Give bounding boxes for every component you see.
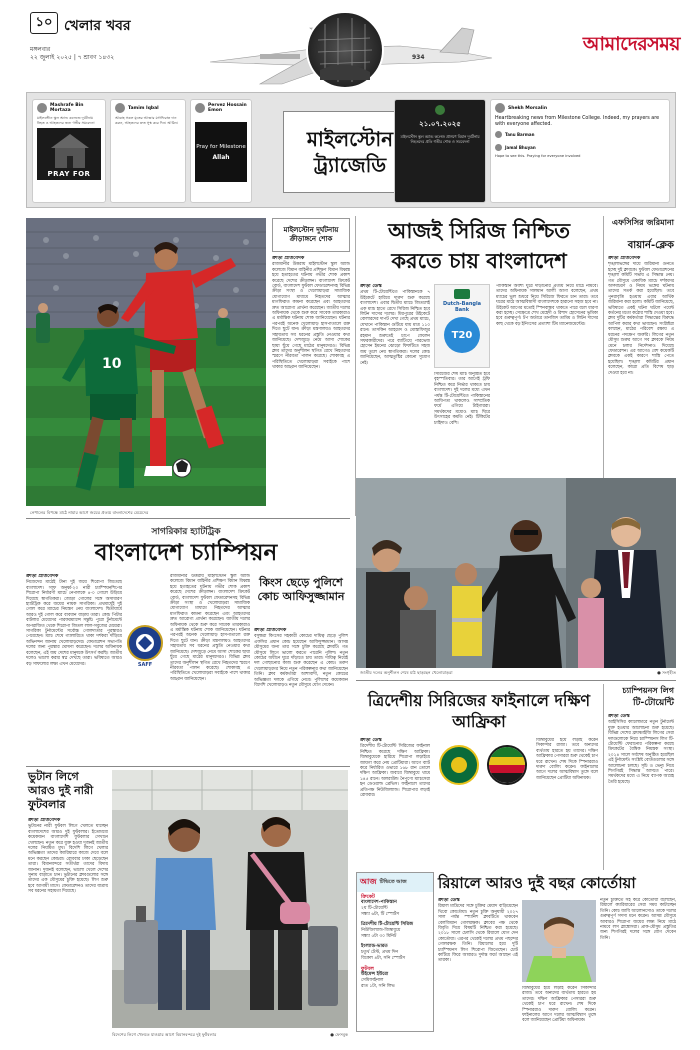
bhutan-byline: ক্রীড়া প্রতিবেদক xyxy=(28,818,61,823)
tv-item-time: বিকেল ৪টা, সনি স্পোর্টস xyxy=(361,956,406,961)
real-body-cont: জিম্বাবুয়ের হয়ে লড়াই করেন সিকান্দার রাজা। তবে অন্যদের ব্যর্থতায় হারতে হয় তাদের। দক্ষিণ আফ্রিকার পেসাররা শুরু থেকেই চাপ ধরে রাখেন। শেষ দিকে স্পিনাররাও দারুণ বোলিং করেন। ফাইনালের আগে দলের আত্মবিশ্বাস তুঙ্গে বলে জানিয়েছেন প্রোটিয়া অধিনায়ক। xyxy=(522,986,596,1024)
mourning-kicker: মাইলস্টোন দুর্ঘটনায় ক্রীড়াঙ্গনে শোক xyxy=(283,226,339,243)
final-body-1: ত্রিদেশীয় টি-টোয়েন্টি সিরিজের ফাইনাল নিশ্চিত করেছে দক্ষিণ আফ্রিকা। জিম্বাবুয়েকে হারিয়ে শিরোপা লড়াইয়ে জায়গা করে নেয় প্রোটিয়ারা। আগে ব্যাট করে নির্ধারিত ওভারে ১৬৮ রান তোলে দক্ষিণ আফ্রিকা। জবাবে জিম্বাবুয়ে থামে ১৪৫ রানে। অলরাউন্ড নৈপুণ্যে ম্যাচসেরা হন ডেওয়াল্ড ব্রেভিস। ফাইনালে তাদের প্রতিপক্ষ নিউজিল্যান্ড। শিরোপার লড়াই রোববার। xyxy=(360,744,430,799)
pray-tag: PRAY FOR xyxy=(47,170,91,179)
real-body-1: রিয়াল মাদ্রিদের সঙ্গে চুক্তির মেয়াদ বাড়িয়েছেন থিবো কোর্তোয়া। নতুন চুক্তি অনুযায়ী ২০২৭ সাল পর্যন্ত স্প্যানিশ ক্লাবটিতে থাকবেন বেলজিয়ান গোলরক্ষক। ক্লাবের পক্ষ থেকে বিবৃতি দিয়ে বিষয়টি নিশ্চিত করা হয়েছে। ২০১৮ সালে চেলসি থেকে রিয়ালে যোগ দেন কোর্তোয়া। এরপর থেকেই দলের প্রথম পছন্দের গোলরক্ষক তিনি। রিয়ালের হয়ে দুটি চ্যাম্পিয়নস লিগ শিরোপা জিতেছেন। চোট কাটিয়ে ফিরে আবারও দুর্দান্ত ফর্মে আছেন এই তারকা। xyxy=(438,904,518,964)
avatar xyxy=(495,144,502,151)
column-divider xyxy=(603,216,604,478)
bank-logo-icon xyxy=(454,289,470,299)
airport-photo-credit: ● ফেসবুক xyxy=(330,1032,348,1037)
zimbabwe-logo-icon xyxy=(487,745,527,785)
bhutan-body: ভুটানের নারী ফুটবল লিগে খেলতে যাচ্ছেন বাংলাদেশের আরও দুই ফুটবলার। ইতোমধ্যে কয়েকজন বাংলাদেশি ফুটবলার সেখানে খেলছেন। নতুন করে যুক্ত হওয়া দুজনই জাতীয় দলের নিয়মিত মুখ। বিদেশি লিগে খেলার অভিজ্ঞতা তাদের ক্যারিয়ারে কাজে দেবে বলে মনে করছেন কোচরা। রোববার ঢাকা ছেড়েছেন তারা। বিমানবন্দরে সতীর্থরা তাদের বিদায় জানান। দুজনই বলেছেন, ভালো খেলে দেশের সুনাম বাড়াতে চান। ভুটানের ক্লাবগুলোর সঙ্গে তাদের এক মৌসুমের চুক্তি হয়েছে। লিগ শুরু হবে আগামী মাসে। ফেডারেশনও তাদের যাত্রায় সব ধরনের সহায়তা দিয়েছে। xyxy=(28,824,108,895)
lead-body-2: পাকিস্তান অবশ্য ঘুরে দাঁড়ানোর প্রত্যয় নিয়ে মাঠে নামবে। তাদের অধিনায়ক সালমান আলী আগা বলেছেন, প্রথম ম্যাচের ভুল শুধরে নিয়ে সিরিজে ফিরতে চান তারা। তবে ঘরের মাঠে আত্মবিশ্বাসী বাংলাদেশকে হারানো সহজ হবে না। উইকেট আগের মতোই স্পিনবান্ধব থাকতে পারে বলে ধারণা করা হচ্ছে। সেক্ষেত্রে শেখ মেহেদী ও রিশাদ হোসেনের ভূমিকা হবে গুরুত্বপূর্ণ। টপ অর্ডারে তানজিদ তামিম ও লিটন দাসের কাছ থেকে বড় ইনিংসের প্রত্যাশা টিম ম্যানেজমেন্টের। xyxy=(496,284,598,327)
real-byline: ক্রীড়া ডেস্ক xyxy=(438,898,460,903)
fine-body: শৃঙ্খলাভঙ্গের দায়ে জরিমানা গুনতে হচ্ছে দুই ক্লাবকে। ফুটবল ফেডারেশনের শৃঙ্খলা কমিটি সভায় এ সিদ্ধান্ত নেয়। গত মৌসুমে একাধিক ম্যাচে দর্শকদের অসদাচরণ ও নিয়ম ভঙ্গের ঘটনায় তাদের সতর্ক করা হয়েছিল। তবে পুনরাবৃত্তি হওয়ায় এবার আর্থিক জরিমানা করা হলো। কমিটি জানিয়েছে, ভবিষ্যতে একই ঘটনা ঘটলে পয়েন্ট কর্তনের মতো কঠোর শাস্তি দেওয়া হবে। ক্লাব দুটির কর্মকর্তারা সিদ্ধান্তের বিরুদ্ধে আপিল করার কথা ভাবছেন। সংশ্লিষ্টরা বলছেন, মাঠের পরিবেশ রক্ষায় এ ধরনের পদক্ষেপ জরুরি। লিগের নতুন মৌসুম শুরুর আগে সব ক্লাবকে নিয়ম মেনে চলার নির্দেশনাও দিয়েছে ফেডারেশন। এর আগেও বেশ কয়েকটি ক্লাবকে একই কারণে শাস্তি পেতে হয়েছিল। শৃঙ্খলা কমিটির প্রধান বলেছেন, কারো প্রতি বিশেষ ছাড় দেওয়া হবে না। xyxy=(608,262,674,376)
tv-item-detail: নিউজিল্যান্ড-জিম্বাবুয়ে xyxy=(361,928,401,933)
lead-body-3: সিরিজের শেষ ম্যাচ অনুষ্ঠিত হবে বৃহস্পতিবার। তার আগেই ট্রফি নিশ্চিত করে নির্ভার থাকতে চায় বাংলাদেশ। দুই দলের মধ্যে এখন পর্যন্ত টি-টোয়েন্টিতে পাকিস্তানের আধিপত্য থাকলেও সাম্প্রতিক ফর্মে এগিয়ে টাইগাররা। সমর্থকদের মধ্যেও ম্যাচ ঘিরে উৎসাহের কমতি নেই। টিকিটের চাহিদাও বেশি। xyxy=(434,372,490,426)
lead-headline: আজই সিরিজ নিশ্চিত করতে চায় বাংলাদেশ xyxy=(387,219,571,273)
post-author: Shekh Morsalin xyxy=(508,105,548,111)
south-africa-logo-icon xyxy=(439,745,479,785)
cl-kicker: চ্যাম্পিয়নস লিগ xyxy=(622,686,674,695)
avatar xyxy=(115,103,125,113)
social-post-3 xyxy=(190,99,252,203)
tv-item-detail: সেমিফাইনাল xyxy=(361,978,384,983)
section-divider xyxy=(356,680,676,681)
tv-list xyxy=(357,892,433,996)
mourning-story xyxy=(272,256,350,512)
column-divider xyxy=(355,216,356,516)
real-headline: রিয়ালে আরও দুই বছর কোর্তোয়া xyxy=(438,874,636,892)
post-text: আল্লাহ সকল মৃতের আত্মার মাগফিরাত দান করুন, আহতদের দ্রুত সুস্থ করে দিন। আমিন। xyxy=(115,116,179,125)
page-number: ১০ xyxy=(35,14,53,30)
team-logos xyxy=(434,740,532,790)
post-text: মাইলস্টোন স্কুল অ্যান্ড কলেজ প্রাঙ্গণে বিমান দুর্ঘটনায় নিহতদের প্রতি গভীর শোক ও সমবেদনা xyxy=(400,134,480,144)
avatar xyxy=(495,103,505,113)
banner-title-line1: মাইলস্টোন xyxy=(306,127,394,151)
banner-title-line2: ট্র্যাজেডি xyxy=(313,153,387,177)
champion-body-cont: রাজধানীর উত্তরায় মাইলস্টোন স্কুল অ্যান্ড কলেজে বিমান বাহিনীর প্রশিক্ষণ বিমান বিধ্বস্ত হয়ে হতাহতের ঘটনায় গভীর শোক প্রকাশ করেছে দেশের ক্রীড়াঙ্গন। বাংলাদেশ ক্রিকেট বোর্ড, বাংলাদেশ ফুটবল ফেডারেশনসহ বিভিন্ন ক্রীড়া সংস্থা ও খেলোয়াড়রা সামাজিক যোগাযোগ মাধ্যমে নিহতদের আত্মার মাগফিরাত কামনা করেছেন এবং আহতদের দ্রুত আরোগ্য প্রার্থনা করেছেন। জাতীয় দলের অধিনায়ক থেকে শুরু করে সাবেক তারকারাও এ মর্মান্তিক ঘটনায় শোক জানিয়েছেন। ঘটনার পরপরই অনেক খেলোয়াড় হাসপাতালে রক্ত দিতে ছুটে যান। ক্রীড়া মন্ত্রণালয়ও আহতদের সহায়তায় সব ধরনের প্রস্তুতি নেওয়ার কথা জানিয়েছে। দেশজুড়ে নেমে আসা শোকের ছায়া ছুঁয়ে গেছে মাঠের মানুষদেরও। বিভিন্ন ক্লাব তাদের অনুশীলন স্থগিত রেখে নিহতদের স্মরণে নীরবতা পালন করেছে। শোকাবহ এ পরিস্থিতিতে খেলোয়াড়রা সবাইকে পাশে থাকার আহ্বান জানিয়েছেন। xyxy=(170,574,250,682)
t20-trophy-icon xyxy=(444,317,480,353)
post-author: Pervez Hossain Emon xyxy=(208,103,247,113)
column-divider xyxy=(603,684,604,870)
avatar xyxy=(37,103,47,113)
brand-logo: আমাদেরসময় xyxy=(582,33,680,55)
real-col-3 xyxy=(522,986,596,1038)
saff-logo xyxy=(124,624,166,672)
fine-story xyxy=(608,256,674,478)
kings-byline: ক্রীড়া প্রতিবেদক xyxy=(254,628,287,633)
page-number-box xyxy=(30,12,58,34)
champion-kicker: সাগরিকার হ্যাটট্রিক xyxy=(151,527,221,537)
bank-name-1: Dutch-Bangla xyxy=(442,301,482,307)
post-author: Tamim Iqbal xyxy=(128,105,159,111)
section-name: খেলার খবর xyxy=(64,18,131,34)
tv-item-match: ইংল্যান্ড-ভারত xyxy=(361,944,388,949)
fine-kicker: এফসিসির জরিমানা xyxy=(612,218,674,227)
tv-item-detail: চতুর্থ টেস্ট, প্রথম দিন xyxy=(361,950,398,955)
tv-item-time: সন্ধ্যা ৫টা ৩০ মিনিট xyxy=(361,934,397,939)
real-col-2 xyxy=(600,898,676,1038)
post-author: Mashrafe Bin Mortaza xyxy=(50,103,84,113)
tv-item-match: ত্রিদেশীয় টি-টোয়েন্টি সিরিজ xyxy=(361,922,414,927)
courtois-photo xyxy=(522,900,596,982)
govt-emblem-icon xyxy=(435,105,445,115)
tv-item-match: উইমেন্স ইউরো xyxy=(361,972,389,977)
final-byline: ক্রীড়া ডেস্ক xyxy=(360,738,382,743)
tv-item-match: বাংলাদেশ-পাকিস্তান xyxy=(361,900,397,905)
plane-code: 934 xyxy=(412,54,425,61)
players-photo xyxy=(356,478,676,668)
post-number: ২১.০৭.২০২৫ xyxy=(419,120,461,128)
lead-col-3 xyxy=(496,284,598,480)
bank-name-2: Bank xyxy=(454,307,470,313)
airport-photo-caption: বিদেশের লিগে খেলতে যাওয়ার আগে বিমানবন্দরে দুই ফুটবলার xyxy=(112,1032,217,1037)
post-text: Heartbreaking news from Milestone College. Indeed, my prayers are with everyone affected. xyxy=(495,116,660,127)
tv-item xyxy=(361,922,429,940)
champion-col-2 xyxy=(170,574,250,760)
champion-byline: ক্রীড়া প্রতিবেদক xyxy=(26,574,59,579)
mourning-byline: ক্রীড়া প্রতিবেদক xyxy=(272,256,305,261)
tv-item xyxy=(361,894,429,918)
real-col-1 xyxy=(438,898,518,1038)
cl-body: আইসিসির ক্যালেন্ডারে নতুন টুর্নামেন্ট যুক্ত হওয়ার আলোচনা শুরু হয়েছে। বিভিন্ন দেশের ফ্র্যাঞ্চাইজি লিগের সেরা দলগুলোকে নিয়ে চ্যাম্পিয়নস লিগ টি-টোয়েন্টি ফেরানোর পরিকল্পনা করছে ক্রিকেটের বৈশ্বিক নিয়ন্ত্রক সংস্থা। ২০১৪ সালে সর্বশেষ অনুষ্ঠিত হয়েছিল এই টুর্নামেন্ট। সংশ্লিষ্ট বোর্ডগুলোর সঙ্গে আলোচনা চলছে। সূচি ও ভেন্যু নিয়ে শিগগিরই সিদ্ধান্ত আসতে পারে। সমর্থকদের মধ্যে এ নিয়ে ব্যাপক আগ্রহ তৈরি হয়েছে। xyxy=(608,720,674,785)
issue-day: মঙ্গলবার xyxy=(30,46,51,53)
airport-photo xyxy=(112,770,348,1028)
pray-card xyxy=(195,122,247,182)
final-body-2: জিম্বাবুয়ের হয়ে লড়াই করেন সিকান্দার রাজা। তবে অন্যদের ব্যর্থতায় হারতে হয় তাদের। দক্ষিণ আফ্রিকার পেসাররা শুরু থেকেই চাপ ধরে রাখেন। শেষ দিকে স্পিনাররাও দারুণ বোলিং করেন। ফাইনালের আগে দলের আত্মবিশ্বাস তুঙ্গে বলে জানিয়েছেন প্রোটিয়া অধিনায়ক। xyxy=(536,738,598,781)
real-body-2: নতুন চুক্তিতে সই করে কোর্তোয়া বলেছেন, রিয়ালে ক্যারিয়ারের সেরা সময় কাটাচ্ছেন তিনি। কোচ জাবি আলোনসোও তাকে দলের গুরুত্বপূর্ণ সদস্য মনে করেন। আসন্ন মৌসুমে আবারও শিরোপা জয়ের লক্ষ্য নিয়ে মাঠে নামবে লস ব্লাঙ্কোসরা। প্রাক-মৌসুম প্রস্তুতির জন্য শিগগিরই দলের সঙ্গে যোগ দেবেন তিনি। xyxy=(600,898,676,941)
social-post-4 xyxy=(394,99,486,203)
final-col-2 xyxy=(536,738,598,868)
section-divider xyxy=(26,766,350,767)
lead-byline: ক্রীড়া ডেস্ক xyxy=(360,284,382,289)
kings-body: বসুন্ধরা কিংসের সহকারী কোচের দায়িত্ব ছেড়ে পুলিশ এফসির প্রধান কোচ হয়েছেন আফিসুজ্জামান। আসন্ন মৌসুমের জন্য তার সঙ্গে চুক্তি করেছে ক্লাবটি। গত মৌসুমে লিগে ভালো করতে পারেনি পুলিশ। নতুন কোচের অধীনে ঘুরে দাঁড়াতে চায় তারা। দায়িত্ব নিয়েই দল গোছানোর কাজ শুরু করেছেন এ কোচ। তরুণ খেলোয়াড়দের নিয়ে নতুন পরিকল্পনার কথা জানিয়েছেন তিনি। ক্লাব কর্মকর্তারা আশাবাদী, নতুন কোচের অভিজ্ঞতা দলকে এগিয়ে নেবে। পুলিশের কয়েকজন বিদেশি খেলোয়াড়ও নতুন মৌসুমে যোগ দেবেন। xyxy=(254,634,348,689)
champion-headline: বাংলাদেশ চ্যাম্পিয়ন xyxy=(94,540,278,566)
pray-card-allah: Allah xyxy=(212,153,230,161)
bhutan-headline: ভুটান লিগে আরও দুই নারী ফুটবলার xyxy=(28,770,94,811)
football-photo-caption: নেপালের বিপক্ষে মাঠে নামার আগে জয়ের প্রত্যয় বাংলাদেশের মেয়েদের xyxy=(30,510,149,515)
avatar xyxy=(495,131,502,138)
cl-byline: ক্রীড়া ডেস্ক xyxy=(608,714,630,719)
svg-text:10: 10 xyxy=(102,356,122,372)
champion-col-1 xyxy=(26,574,122,760)
pray-card-text: Pray for Milestone xyxy=(196,143,246,150)
lead-col-2 xyxy=(434,372,490,480)
plane-photo xyxy=(200,10,500,90)
mourning-kicker-box xyxy=(272,218,350,252)
final-col-1 xyxy=(360,738,430,868)
t20-badge: T20 xyxy=(451,329,473,341)
post-reply-text: Hope to see this. Praying for everyone involved xyxy=(495,154,581,158)
tv-item xyxy=(361,944,429,962)
post-reply-author: Tanu Barman xyxy=(505,132,535,137)
avatar xyxy=(195,103,205,113)
tv-item-time: সন্ধ্যা ৬টা, টি স্পোর্টস xyxy=(361,912,400,917)
womens-football-photo xyxy=(26,218,266,506)
tv-title: আজ xyxy=(360,877,377,886)
fine-headline: বায়ার্ন-ক্লেক xyxy=(627,240,674,251)
mourning-body: রাজধানীর উত্তরায় মাইলস্টোন স্কুল অ্যান্ড কলেজে বিমান বাহিনীর প্রশিক্ষণ বিমান বিধ্বস্ত হয়ে হতাহতের ঘটনায় গভীর শোক প্রকাশ করেছে দেশের ক্রীড়াঙ্গন। বাংলাদেশ ক্রিকেট বোর্ড, বাংলাদেশ ফুটবল ফেডারেশনসহ বিভিন্ন ক্রীড়া সংস্থা ও খেলোয়াড়রা সামাজিক যোগাযোগ মাধ্যমে নিহতদের আত্মার মাগফিরাত কামনা করেছেন এবং আহতদের দ্রুত আরোগ্য প্রার্থনা করেছেন। জাতীয় দলের অধিনায়ক থেকে শুরু করে সাবেক তারকারাও এ মর্মান্তিক ঘটনায় শোক জানিয়েছেন। ঘটনার পরপরই অনেক খেলোয়াড় হাসপাতালে রক্ত দিতে ছুটে যান। ক্রীড়া মন্ত্রণালয়ও আহতদের সহায়তায় সব ধরনের প্রস্তুতি নেওয়ার কথা জানিয়েছে। দেশজুড়ে নেমে আসা শোকের ছায়া ছুঁয়ে গেছে মাঠের মানুষদেরও। বিভিন্ন ক্লাব তাদের অনুশীলন স্থগিত রেখে নিহতদের স্মরণে নীরবতা পালন করেছে। শোকাবহ এ পরিস্থিতিতে খেলোয়াড়রা সবাইকে পাশে থাকার আহ্বান জানিয়েছেন। xyxy=(272,262,350,371)
post-text: মাইলস্টোন স্কুল অ্যান্ড কলেজে দুর্ঘটনায় নিহত ও আহতদের জন্য গভীর সমবেদনা xyxy=(37,116,95,125)
tv-subtitle: টিভিতে আজ xyxy=(379,878,407,885)
tv-item-time: রাত ১টা, সনি লিভ xyxy=(361,984,395,989)
kings-headline: কিংস ছেড়ে পুলিশে কোচ আফিসুজ্জামান xyxy=(257,576,345,603)
tv-header xyxy=(357,873,433,892)
social-post-1 xyxy=(32,99,106,203)
issue-date: ২২ জুলাই ২০২৫ | ৭ শ্রাবণ ১৪৩২ xyxy=(30,54,115,61)
tv-item-sport: ক্রিকেট xyxy=(361,894,375,900)
kings-story xyxy=(254,628,348,760)
final-headline: ত্রিদেশীয় সিরিজের ফাইনালে দক্ষিণ আফ্রিকা xyxy=(367,691,591,731)
section-divider xyxy=(26,518,350,519)
cl-headline: টি-টোয়েন্টি xyxy=(633,698,674,708)
fine-byline: ক্রীড়া প্রতিবেদক xyxy=(608,256,641,261)
social-post-2 xyxy=(110,99,186,203)
bhutan-story xyxy=(28,818,108,962)
lead-body-1: প্রথম টি-টোয়েন্টিতে পাকিস্তানকে ৭ উইকেটে হারিয়ে দারুণ শুরু করেছে বাংলাদেশ। এবার দ্বিতীয় ম্যাচে জিতলেই এক ম্যাচ হাতে রেখে সিরিজ নিশ্চিত হবে লিটন দাসের দলের। মিরপুরের উইকেটে বোলারদের দাপট দেখা গেছে প্রথম ম্যাচে, যেখানে পাকিস্তান গুটিয়ে যায় মাত্র ১১০ রানে। তাসকিন আহমেদ ও মোস্তাফিজুর রহমান শুরুতেই চাপে ফেলেন সফরকারীদের। পরে ব্যাটিংয়ে পারভেজ হোসেন ইমনের ঝোড়ো ফিফটিতে সহজ জয় তুলে নেয় স্বাগতিকরা। দলের কোচ জানিয়েছেন, আত্মতুষ্টির কোনো সুযোগ নেই। xyxy=(360,290,430,366)
tv-item xyxy=(361,966,429,990)
champion-body: নিজেদের মাঠেই টানা দুই জয়ে শিরোপা জিতেছে বাংলাদেশ। সাফ অনূর্ধ্ব-২০ নারী চ্যাম্পিয়নশিপের শিরোপা নির্ধারণী ম্যাচে নেপালকে ৪-০ গোলে উড়িয়ে দিয়েছে স্বাগতিকরা। জোড়া গোলের সঙ্গে অসাধারণ হ্যাটট্রিক করে জয়ের নায়ক সাগরিকা। প্রথমার্ধেই দুই গোল করে ম্যাচের নিয়ন্ত্রণ নেয় বাংলাদেশ। দ্বিতীয়ার্ধে আরও দুই গোল করে ব্যবধান বাড়ায় তারা। কোচ পিটার বাটলার মেয়েদের পারফরম্যান্সে সন্তুষ্ট। পুরো টুর্নামেন্টে অপরাজিত থেকে শিরোপা জিতল লাল-সবুজের মেয়েরা। সাগরিকা টুর্নামেন্টের সর্বোচ্চ গোলদাতার পুরস্কারও পেয়েছেন। ম্যাচ শেষে গ্যালারিতে থাকা দর্শকরা দাঁড়িয়ে অভিনন্দন জানায় খেলোয়াড়দের। ফেডারেশন সভাপতি দলের জন্য পুরস্কার ঘোষণা করেছেন। দলের অধিনায়ক বলেছেন, এই জয় দেশের মানুষকে উৎসর্গ করছি। জাতীয় দলেও ভালো করার স্বপ্ন দেখছে তারা। ভবিষ্যতে আরও বড় সাফল্যের লক্ষ্য এখন মেয়েদের। xyxy=(26,580,122,667)
lead-col-1 xyxy=(360,284,430,480)
social-post-5 xyxy=(490,99,670,203)
lead-ad-image xyxy=(434,284,490,368)
tv-item-sport: ফুটবল xyxy=(361,966,374,972)
tv-item-detail: ২য় টি-টোয়েন্টি xyxy=(361,906,388,911)
saff-logo-text: SAFF xyxy=(137,662,153,668)
pray-image xyxy=(37,128,101,180)
tv-schedule-box xyxy=(356,872,434,1032)
players-photo-credit: ● সংগৃহীত xyxy=(657,670,676,675)
players-photo-caption: জাতীয় দলের অনুশীলন শেষে মাঠ ছাড়ছেন খেলোয়াড়রা xyxy=(360,670,453,675)
post-reply-author: Jamal Bhuyan xyxy=(505,145,536,150)
cl-story xyxy=(608,714,674,868)
